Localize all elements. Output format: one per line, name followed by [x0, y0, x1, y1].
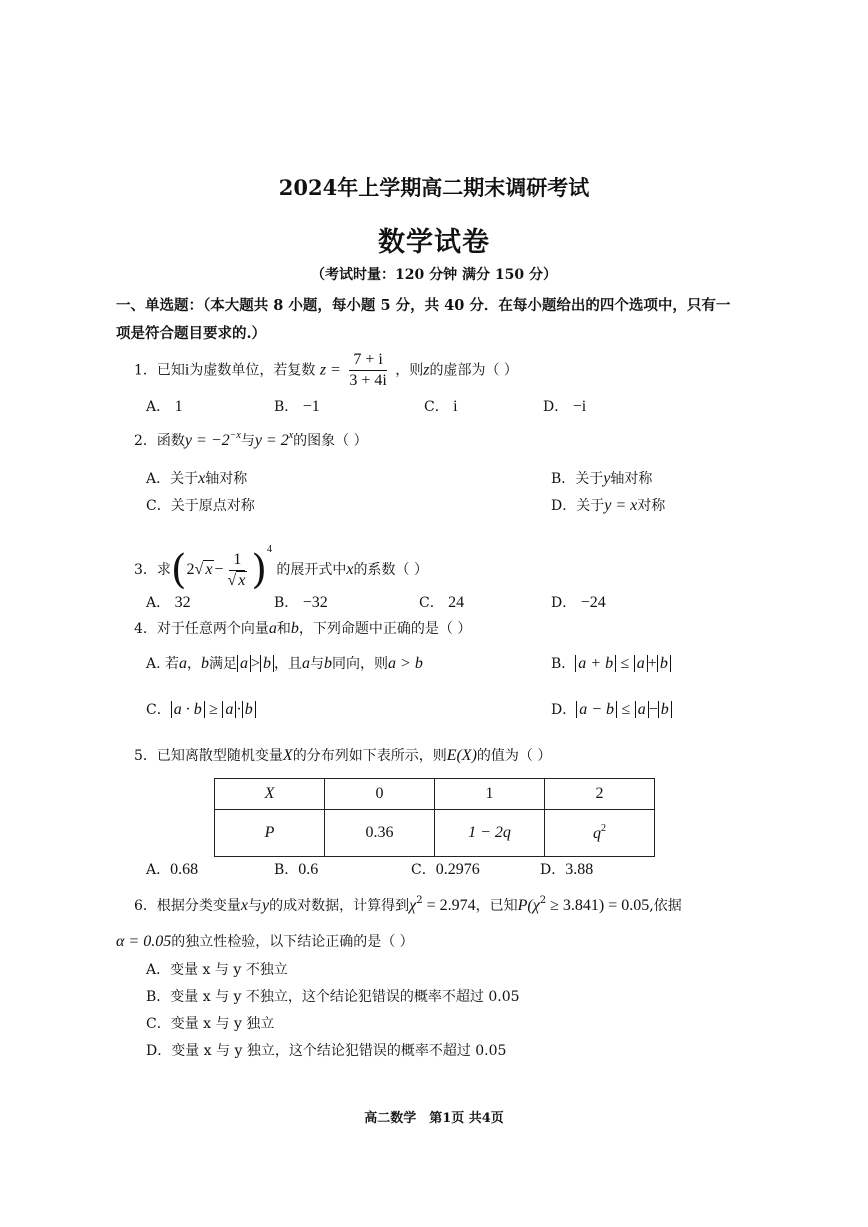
section-heading-line2: 项是符合题目要求的.） — [116, 325, 267, 342]
table-row — [215, 810, 655, 857]
q5-option-d: D．3.88 — [540, 861, 594, 878]
question-6-line2: α = 0.05的独立性检验，以下结论正确的是（ ） — [116, 933, 414, 950]
question-2: 2．函数$y = -2^{-x}$与$y = 2^x$的图象（ ） — [134, 430, 368, 449]
q1-option-a: A． 1 — [146, 398, 183, 415]
table-row — [215, 779, 655, 810]
q6-option-d: D．变量 x 与 y 独立，这个结论犯错误的概率不超过 0.05 — [146, 1043, 507, 1059]
table-cell: 2 — [545, 779, 655, 810]
exam-info: （考试时量：120 分钟 满分 150 分） — [311, 267, 557, 283]
q6-option-a: A．变量 x 与 y 不独立 — [146, 962, 288, 978]
subject-title: 数学试卷 — [378, 227, 490, 258]
exam-title: 2024年上学期高二期末调研考试 — [278, 175, 590, 200]
q5-option-b: B．0.6 — [274, 861, 319, 878]
table-cell: P — [215, 810, 325, 857]
table-cell: 1 − 2q — [435, 810, 545, 857]
table-cell: 0.36 — [325, 810, 435, 857]
q1-option-d: D． −i — [543, 398, 587, 415]
distribution-table — [214, 778, 655, 857]
q2-option-d: D．关于y = x对称 — [551, 497, 666, 514]
q2-option-c: C．关于原点对称 — [146, 498, 255, 514]
q3-option-b: B． −32 — [274, 594, 328, 611]
q1-option-c: C． i — [424, 398, 458, 415]
question-3: 3．求(2√ x − $\frac{1}{√ x}$ )$^4$ 的展开式中x的系数（ ） — [134, 544, 428, 593]
q4-option-c: C． a · b ≥ a · b — [146, 699, 256, 719]
q1-option-b: B． −1 — [274, 398, 320, 415]
q4-option-b: B． a + b ≤ a + b — [551, 653, 671, 673]
question-6: 6．根据分类变量x与y的成对数据，计算得到$\chi^2 = 2.974$，已知$P(\chi^2 \ge 3.841) = 0.05$,依据 — [134, 895, 682, 914]
q3-option-a: A． 32 — [146, 594, 191, 611]
table-cell: $q^2$ — [545, 810, 655, 857]
q4-option-a: A. 若a，b满足 a > b ，且a与b同向，则a > b — [146, 655, 423, 672]
table-cell: X — [215, 779, 325, 810]
section-heading-line1: 一、单选题：（本大题共 8 小题，每小题 5 分，共 40 分．在每小题给出的四个选项中，只有一 — [116, 297, 731, 314]
table-cell: 1 — [435, 779, 545, 810]
q2-option-a: A．关于x轴对称 — [146, 470, 248, 487]
table-cell: 0 — [325, 779, 435, 810]
question-5: 5．已知离散型随机变量X的分布列如下表所示，则E(X)的值为（ ） — [134, 747, 552, 764]
q6-option-c: C．变量 x 与 y 独立 — [146, 1016, 275, 1032]
q5-option-a: A．0.68 — [146, 861, 199, 878]
q4-option-d: D． a − b ≤ a − b — [551, 699, 672, 719]
q2-option-b: B．关于y轴对称 — [551, 470, 653, 487]
q3-option-c: C． 24 — [419, 594, 465, 611]
page-footer: 高二数学 第1页 共4页 — [364, 1111, 504, 1126]
q6-option-b: B．变量 x 与 y 不独立，这个结论犯错误的概率不超过 0.05 — [146, 989, 520, 1005]
q5-option-c: C．0.2976 — [411, 861, 480, 878]
question-4: 4．对于任意两个向量a和b，下列命题中正确的是（ ） — [134, 620, 472, 637]
q3-option-d: D． −24 — [551, 594, 606, 611]
question-1: 1．已知i为虚数单位，若复数 z = $\frac{7 + i}{3 + 4i}$ ，则z的虚部为（ ） — [134, 351, 518, 389]
